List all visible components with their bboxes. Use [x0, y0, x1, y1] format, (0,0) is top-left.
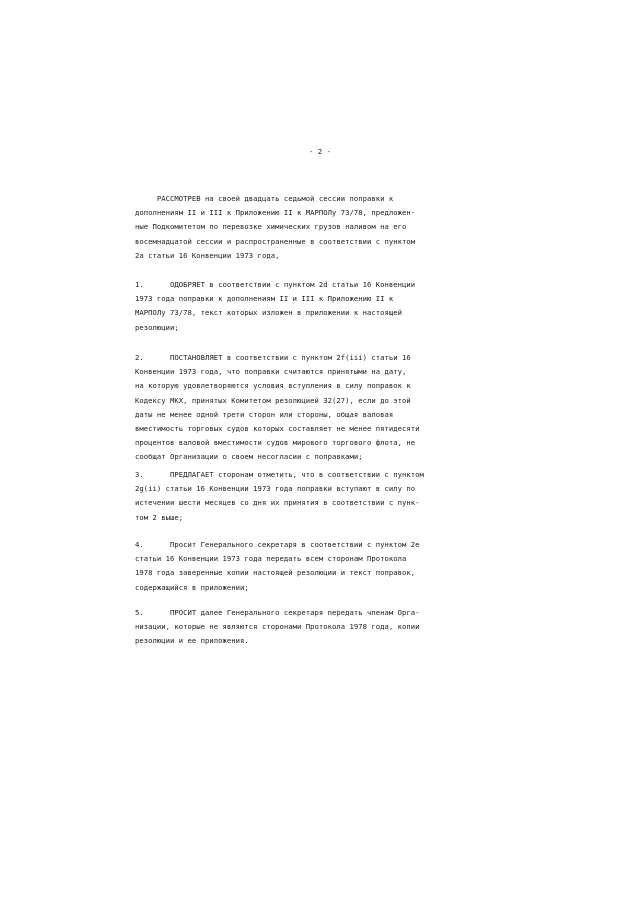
text-line: том 2 выше;	[135, 512, 184, 522]
text-line: 2a статьи 16 Конвенции 1973 года,	[135, 250, 280, 260]
text-line: дополнениям II и III к Приложению II к МАРПОЛу 73/78, предложен-	[135, 208, 416, 218]
text-line: даты не менее одной трети сторон или стороны, общая валовая	[135, 409, 394, 419]
operative-paragraph-3	[135, 468, 485, 525]
text-line: низации, которые не являются сторонами Протокола 1978 года, копии	[135, 622, 420, 632]
text-line: 5. ПРОСИТ далее Генерального секретаря передать членам Орга-	[135, 608, 420, 617]
text-line: 1973 года поправки к дополнениям II и III к Приложению II к	[135, 294, 394, 304]
operative-paragraph-5	[135, 606, 485, 649]
page-number: - 2 -	[309, 147, 331, 156]
text-line: 4. Просит Генерального секретаря в соответствии с пунктом 2e	[135, 540, 420, 549]
text-line: РАССМОТРЕВ на своей двадцать седьмой сессии поправки к	[135, 194, 394, 203]
text-line: 1. ОДОБРЯЕТ в соответствии с пунктом 2d статьи 16 Конвенции	[135, 280, 416, 289]
text-line: восемнадцатой сессии и распространенные в соответствии с пунктом	[135, 236, 416, 246]
operative-paragraph-4	[135, 538, 485, 595]
text-line: резолюции и ее приложения.	[135, 636, 249, 646]
text-line: резолюции;	[135, 322, 179, 332]
operative-paragraph-1	[135, 278, 485, 335]
text-line: истечении шести месяцев со дня их принятия в соответствии с пунк-	[135, 498, 420, 508]
operative-paragraph-2	[135, 351, 485, 465]
text-line: 2g(ii) статьи 16 Конвенции 1973 года поправки вступают в силу по	[135, 484, 416, 494]
text-line: Конвенции 1973 года, что поправки считаются принятыми на дату,	[135, 367, 407, 377]
text-line: МАРПОЛу 73/78, текст которых изложен в приложении к настоящей	[135, 308, 403, 318]
text-line: вместимость торговых судов которых составляет не менее пятидесяти	[135, 424, 420, 434]
text-line: сообщат Организации о своем несогласии с поправками;	[135, 452, 363, 462]
text-line: Кодексу МКХ, принятых Комитетом резолюцией 32(27), если до этой	[135, 395, 411, 405]
text-line: 1978 года заверенные копии настоящей резолюции и текст поправок,	[135, 568, 416, 578]
text-line: содержащийся в приложении;	[135, 582, 249, 592]
text-line: 2. ПОСТАНОВЛЯЕТ в соответствии с пунктом 2f(iii) статьи 16	[135, 353, 411, 362]
text-line: на которую удовлетворяются условия вступления в силу поправок к	[135, 381, 411, 391]
preamble-paragraph	[135, 192, 485, 263]
text-line: 3. ПРЕДЛАГАЕТ сторонам отметить, что в соответствии с пунктом	[135, 470, 424, 479]
text-line: ные Подкомитетом по перевозке химических грузов наливом на его	[135, 222, 407, 232]
text-line: процентов валовой вместимости судов мирового торгового флота, не	[135, 438, 416, 448]
text-line: статьи 16 Конвенции 1973 года передать всем сторонам Протокола	[135, 554, 407, 564]
